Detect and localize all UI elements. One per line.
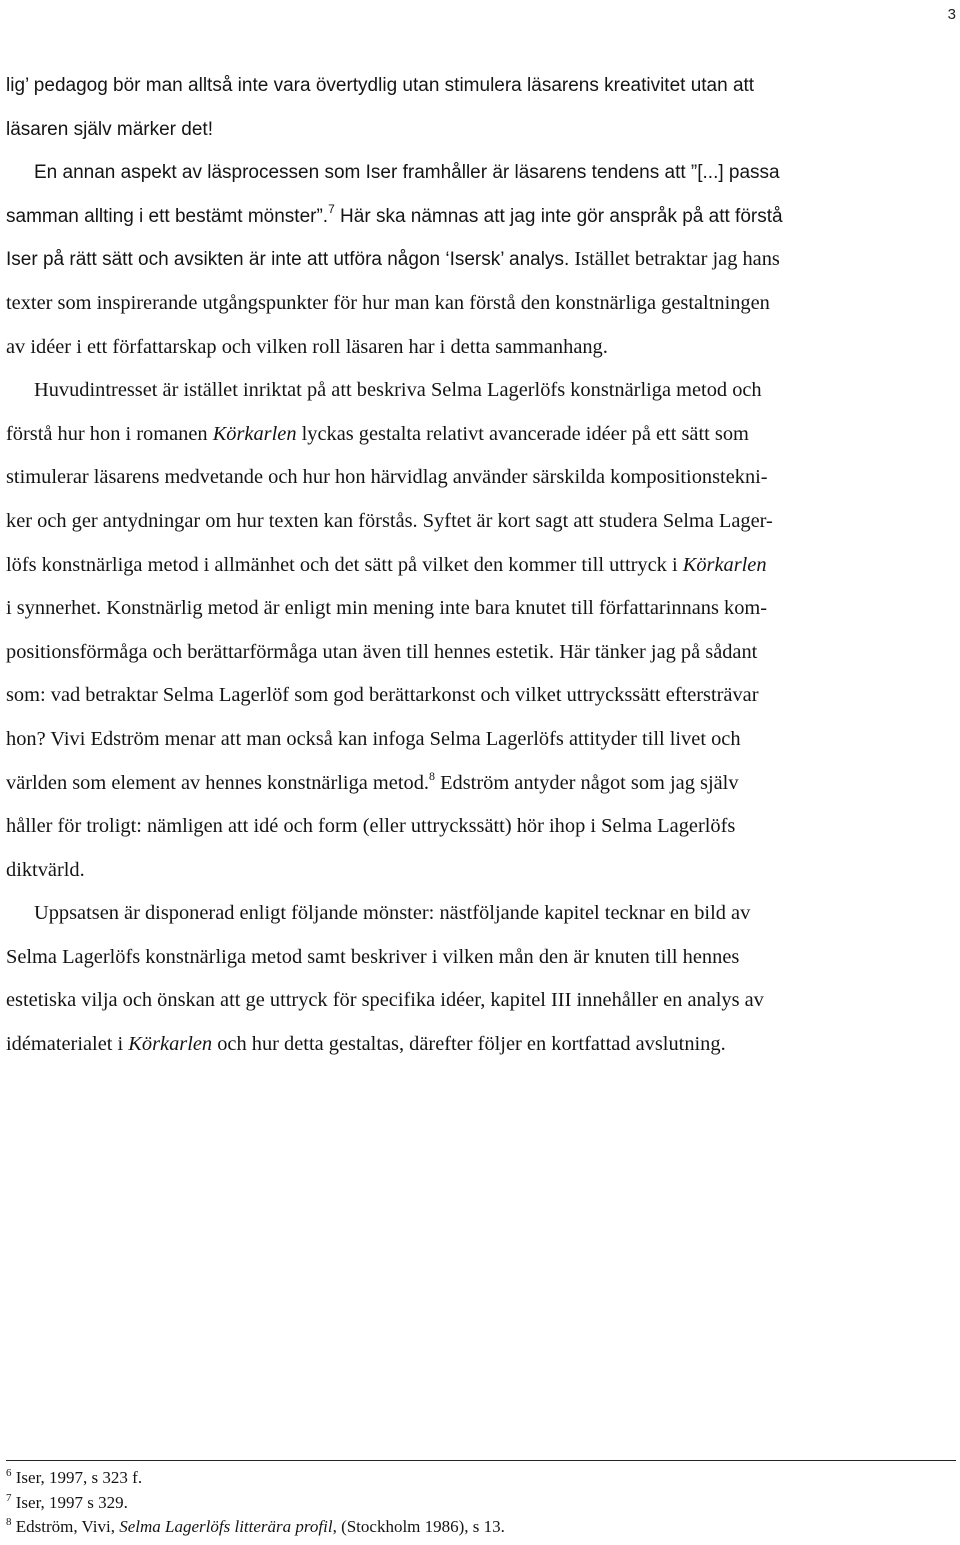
footnote-text: , (Stockholm 1986), s 13.	[332, 1517, 505, 1536]
text-line	[6, 544, 950, 588]
footnote-ref-8[interactable]: 8	[429, 768, 435, 783]
text-line: i synnerhet. Konstnärlig metod är enligt min mening inte bara knutet till författarinnans kom-	[6, 597, 768, 620]
footnote-number: 7	[6, 1491, 12, 1504]
text-line: hon? Vivi Edström menar att man också kan infoga Selma Lagerlöfs attityder till livet och	[6, 727, 741, 750]
book-title: Körkarlen	[128, 1033, 213, 1056]
body-text	[6, 64, 950, 1067]
text-line: Uppsatsen är disponerad enligt följande mönster: nästföljande kapitel tecknar en bild av	[34, 902, 751, 925]
footnote-text: Iser, 1997, s 323 f.	[15, 1468, 143, 1487]
text-line: som: vad betraktar Selma Lagerlöf som god berättarkonst och vilket uttryckssätt eftersträvar	[6, 684, 759, 707]
text-segment: Här ska nämnas att jag inte gör anspråk på att förstå	[334, 205, 783, 227]
text-segment: Iser på rätt sätt och avsikten är inte att utföra någon ‘Isersk’ analys.	[6, 249, 570, 271]
text-line: håller för troligt: nämligen att idé och form (eller uttryckssätt) hör ihop i Selma Lagerlöfs	[6, 815, 736, 838]
text-line: av idéer i ett författarskap och vilken roll läsaren har i detta sammanhang.	[6, 335, 608, 358]
text-line: stimulerar läsarens medvetande och hur hon härvidlag använder särskilda kompositionstekni-	[6, 466, 768, 489]
page-number: 3	[947, 6, 956, 23]
text-line: ker och ger antydningar om hur texten kan förstås. Syftet är kort sagt att studera Selma Lager-	[6, 509, 773, 532]
text-line: Selma Lagerlöfs konstnärliga metod samt beskriver i vilken mån den är knuten till hennes	[6, 945, 740, 968]
text-segment: världen som element av hennes konstnärliga metod.	[6, 771, 429, 794]
text-line	[6, 195, 950, 239]
footnote-7	[6, 1491, 950, 1516]
text-segment: samman allting i ett bestämt mönster”.	[6, 205, 329, 227]
text-line	[6, 762, 950, 806]
footnote-ref-7[interactable]: 7	[328, 201, 335, 216]
footnote-number: 8	[6, 1516, 12, 1528]
footnote-number: 6	[6, 1467, 12, 1479]
text-line: diktvärld.	[6, 858, 85, 881]
text-line	[6, 238, 950, 282]
text-line: texter som inspirerande utgångspunkter för hur man kan förstå den konstnärliga gestaltningen	[6, 291, 770, 314]
text-segment: förstå hur hon i romanen	[6, 422, 213, 445]
footnote-text: Edström, Vivi,	[15, 1517, 120, 1536]
text-line: Huvudintresset är istället inriktat på att beskriva Selma Lagerlöfs konstnärliga metod och	[34, 379, 762, 402]
text-segment: idématerialet i	[6, 1033, 129, 1056]
text-line: positionsförmåga och berättarförmåga utan även till hennes estetik. Här tänker jag på sådant	[6, 640, 758, 663]
footnotes	[6, 1466, 950, 1540]
footnote-6	[6, 1466, 950, 1491]
footnote-divider	[6, 1460, 956, 1461]
text-line: En annan aspekt av läsprocessen som Iser framhåller är läsarens tendens att ”[...] passa	[34, 162, 780, 184]
text-segment: Edström antyder något som jag själv	[435, 771, 739, 794]
footnote-8	[6, 1515, 950, 1540]
text-line	[6, 1023, 950, 1067]
text-line: estetiska vilja och önskan att ge uttryck för specifika idéer, kapitel III innehåller en analys av	[6, 989, 764, 1012]
text-segment: lyckas gestalta relativt avancerade idéer på ett sätt som	[296, 422, 749, 445]
text-line	[6, 413, 950, 457]
footnote-text: Iser, 1997 s 329.	[15, 1492, 128, 1512]
text-segment: Istället betraktar jag hans	[569, 248, 780, 271]
text-segment: löfs konstnärliga metod i allmänhet och det sätt på vilket den kommer till uttryck i	[6, 553, 683, 576]
book-title: Selma Lagerlöfs litterära profil	[119, 1517, 333, 1536]
text-line: läsaren själv märker det!	[6, 118, 213, 140]
book-title: Körkarlen	[212, 422, 297, 445]
book-title: Körkarlen	[682, 553, 767, 576]
text-line: lig’ pedagog bör man alltså inte vara övertydlig utan stimulera läsarens kreativitet utan att	[6, 75, 755, 96]
text-segment: och hur detta gestaltas, därefter följer en kortfattad avslutning.	[212, 1033, 726, 1056]
